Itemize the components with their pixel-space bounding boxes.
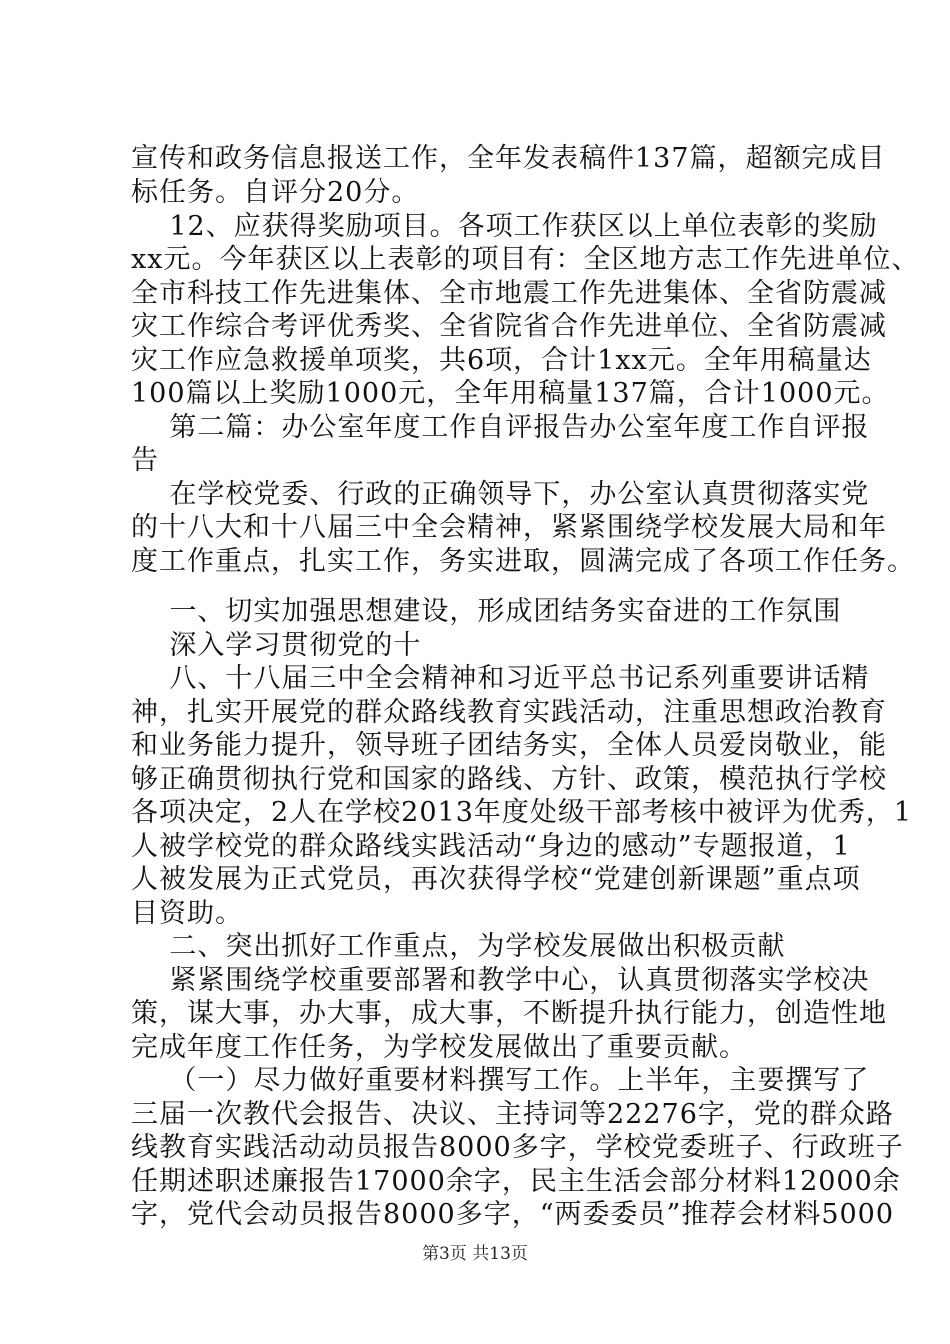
text-line: 人被发展为正式党员，再次获得学校“党建创新课题”重点项: [131, 864, 861, 895]
subsection-heading: 一、切实加强思想建设，形成团结务实奋进的工作氛围: [131, 596, 842, 627]
text-line: 宣传和政务信息报送工作，全年发表稿件137篇，超额完成目: [131, 143, 886, 174]
text-line: 的十八大和十八届三中全会精神，紧紧围绕学校发展大局和年: [131, 512, 887, 543]
text-line: 100篇以上奖励1000元，全年用稿量137篇，合计1000元。: [131, 378, 890, 409]
text-line: 度工作重点，扎实工作，务实进取，圆满完成了各项工作任务。: [131, 546, 915, 577]
text-line: 标任务。自评分20分。: [131, 177, 420, 208]
text-line: 八、十八届三中全会精神和习近平总书记系列重要讲话精: [131, 663, 870, 694]
text-line: xx元。今年获区以上表彰的项目有：全区地方志工作先进单位、: [131, 244, 920, 275]
text-line: 灾工作综合考评优秀奖、全省院省合作先进单位、全省防震减: [131, 311, 887, 342]
text-line: 策，谋大事，办大事，成大事，不断提升执行能力，创造性地: [131, 998, 887, 1029]
text-line: 全市科技工作先进集体、全市地震工作先进集体、全省防震减: [131, 278, 887, 309]
text-line: 12、应获得奖励项目。各项工作获区以上单位表彰的奖励: [131, 211, 878, 242]
text-line: 神，扎实开展党的群众路线教育实践活动，注重思想政治教育: [131, 697, 887, 728]
text-line: 在学校党委、行政的正确领导下，办公室认真贯彻落实党: [131, 479, 870, 510]
text-line: 线教育实践活动动员报告8000多字，学校党委班子、行政班子: [131, 1132, 904, 1163]
text-line: 目资助。: [131, 898, 243, 929]
section-heading: 第二篇：办公室年度工作自评报告办公室年度工作自评报: [131, 412, 870, 443]
text-line: 各项决定，2人在学校2013年度处级干部考核中被评为优秀，1: [131, 797, 913, 828]
text-line: 够正确贯彻执行党和国家的路线、方针、政策，模范执行学校: [131, 764, 887, 795]
subsection-heading: 二、突出抓好工作重点，为学校发展做出积极贡献: [131, 931, 786, 962]
text-line: 人被学校党的群众路线实践活动“身边的感动”专题报道，1: [131, 831, 851, 862]
text-line: 灾工作应急救援单项奖，共6项，合计1xx元。全年用稿量达: [131, 345, 872, 376]
text-line: 任期述职述廉报告17000余字，民主生活会部分材料12000余: [131, 1166, 901, 1197]
text-line: 深入学习贯彻党的十: [131, 630, 422, 661]
section-heading: 告: [131, 445, 159, 476]
text-line: 三届一次教代会报告、决议、主持词等22276字，党的群众路: [131, 1099, 894, 1130]
text-line: 紧紧围绕学校重要部署和教学中心，认真贯彻落实学校决: [131, 965, 870, 996]
text-line: 字，党代会动员报告8000多字，“两委委员”推荐会材料5000: [131, 1199, 895, 1230]
text-line: 和业务能力提升，领导班子团结务实，全体人员爱岗敬业，能: [131, 730, 887, 761]
text-line: 完成年度工作任务，为学校发展做出了重要贡献。: [131, 1032, 747, 1063]
page-footer: 第3页 共13页: [422, 1244, 528, 1264]
text-line: （一）尽力做好重要材料撰写工作。上半年，主要撰写了: [131, 1065, 870, 1096]
